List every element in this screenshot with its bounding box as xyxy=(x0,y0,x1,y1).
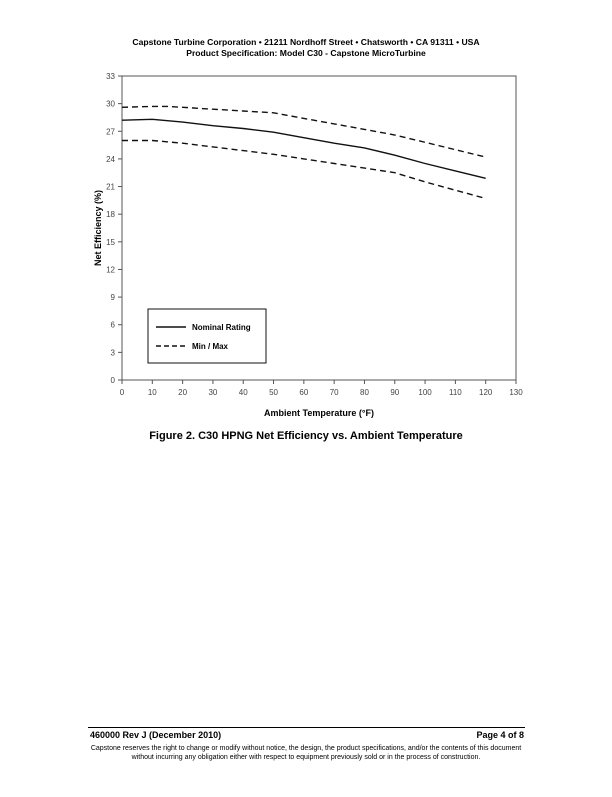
x-tick-label: 110 xyxy=(449,388,462,397)
min-max-line xyxy=(122,106,486,157)
legend-label: Min / Max xyxy=(192,342,229,351)
footer-revision: 460000 Rev J (December 2010) xyxy=(90,730,222,740)
x-tick-label: 10 xyxy=(147,388,157,397)
x-tick-label: 100 xyxy=(418,388,432,397)
x-tick-label: 70 xyxy=(329,388,339,397)
x-axis-label: Ambient Temperature (°F) xyxy=(264,408,374,418)
x-tick-label: 40 xyxy=(238,388,248,397)
y-tick-label: 12 xyxy=(106,265,115,275)
x-tick-label: 90 xyxy=(390,388,400,397)
y-tick-label: 21 xyxy=(106,182,115,192)
y-tick-label: 0 xyxy=(110,376,115,385)
x-tick-label: 30 xyxy=(208,388,218,397)
y-tick-label: 15 xyxy=(106,237,115,247)
x-tick-label: 120 xyxy=(479,388,493,397)
footer-divider xyxy=(88,727,525,728)
figure-caption: Figure 2. C30 HPNG Net Efficiency vs. Ambient Temperature xyxy=(149,430,463,442)
header-spec-line: Product Specification: Model C30 - Capstone MicroTurbine xyxy=(186,48,426,58)
x-tick-label: 50 xyxy=(269,388,278,397)
y-tick-label: 9 xyxy=(110,293,115,303)
x-tick-label: 60 xyxy=(299,388,309,397)
min-max-line xyxy=(122,141,486,199)
y-tick-label: 6 xyxy=(110,320,115,330)
footer-page-number: Page 4 of 8 xyxy=(476,730,524,740)
y-tick-label: 24 xyxy=(106,154,115,164)
x-tick-label: 20 xyxy=(178,388,188,397)
nominal-rating-line xyxy=(122,119,486,178)
y-tick-label: 3 xyxy=(110,348,115,358)
footer-disclaimer: Capstone reserves the right to change or modify without notice, the design, the product specifications, and/or the contents of this document without incurring any obligation either with respect to equipment previously sold or in the process of construction. xyxy=(90,745,522,761)
x-tick-label: 80 xyxy=(360,388,369,397)
x-tick-label: 0 xyxy=(119,388,125,397)
x-tick-label: 130 xyxy=(509,388,523,397)
legend-box xyxy=(148,309,266,363)
y-tick-label: 33 xyxy=(106,72,115,81)
y-axis-label: Net Efficiency (%) xyxy=(93,189,103,267)
legend-label: Nominal Rating xyxy=(192,323,251,332)
y-tick-label: 27 xyxy=(106,127,115,137)
y-tick-label: 30 xyxy=(106,99,115,109)
header-company-line: Capstone Turbine Corporation • 21211 Nordhoff Street • Chatsworth • CA 91311 • USA xyxy=(132,37,480,47)
y-tick-label: 18 xyxy=(106,210,115,220)
